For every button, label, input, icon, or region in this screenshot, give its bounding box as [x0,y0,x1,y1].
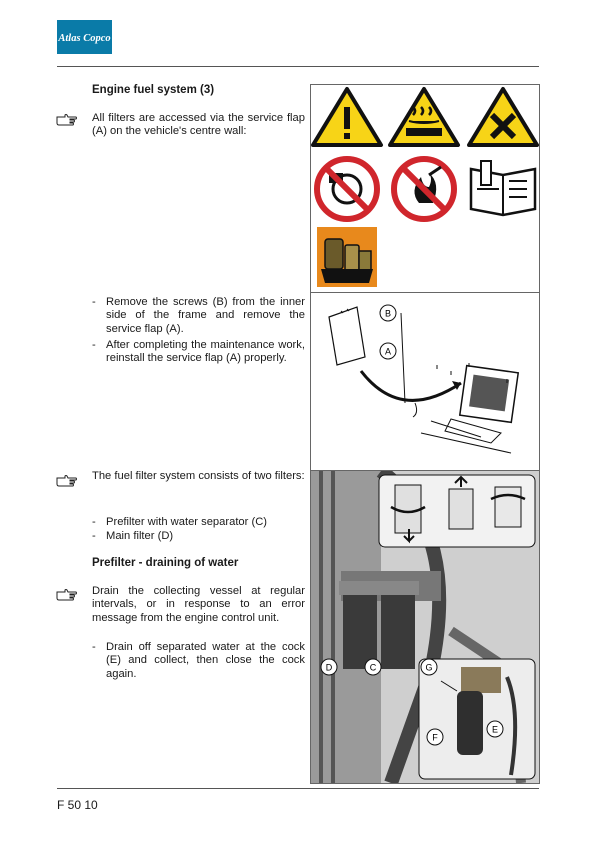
pointing-hand-icon [56,588,78,602]
header-rule [57,66,539,67]
subheading: Prefilter - draining of water [92,557,239,569]
list-item: - After completing the maintenance work, reinstall the service flap (A) properly. [92,339,305,365]
svg-text:G: G [425,662,433,673]
callout-f [427,729,443,745]
filter-system-text: The fuel filter system consists of two filters: [92,470,305,482]
svg-text:D: D [325,662,333,673]
service-flap-figure [310,292,540,472]
list-item: - Prefilter with water separator (C) [92,516,268,528]
disposal-icon [317,227,377,287]
pointing-hand-icon [56,474,78,488]
pointing-hand-icon [56,113,78,127]
section-title: Engine fuel system (3) [92,84,215,96]
list-item: - Drain off separated water at the cock (E) and collect, then close the cock again. [92,641,305,680]
callout-g [421,659,437,675]
fuel-filter-figure [310,470,540,784]
atlas-copco-logo [57,20,112,54]
list-item: - Main filter (D) [92,530,174,542]
logo-lettering: Atlas Copco [58,33,111,44]
intro-text: All filters are accessed via the service flap (A) on the vehicle's centre wall: [92,112,305,138]
footer-rule [57,788,539,789]
callout-b [380,305,396,321]
harmful-substance-icon [469,89,537,145]
warning-triangle-icon [313,89,381,145]
svg-text:B: B [384,308,392,319]
callout-e [487,721,503,737]
drain-note: Drain the collecting vessel at regular intervals, or in response to an error message from the engine control unit. [92,585,305,624]
hot-surface-icon [390,89,458,145]
safety-signs-panel [310,84,540,294]
svg-text:A: A [384,346,392,357]
callout-a [380,343,396,359]
list-item: - Remove the screws (B) from the inner side of the frame and remove the service flap (A). [92,296,305,335]
read-manual-icon [471,161,535,215]
svg-text:E: E [491,724,499,735]
callout-c [365,659,381,675]
svg-text:F: F [432,732,438,743]
callout-d [321,659,337,675]
page-code: F 50 10 [57,798,98,812]
svg-text:C: C [369,662,377,673]
no-open-engine-icon [317,159,377,219]
no-open-flame-icon [394,159,454,219]
